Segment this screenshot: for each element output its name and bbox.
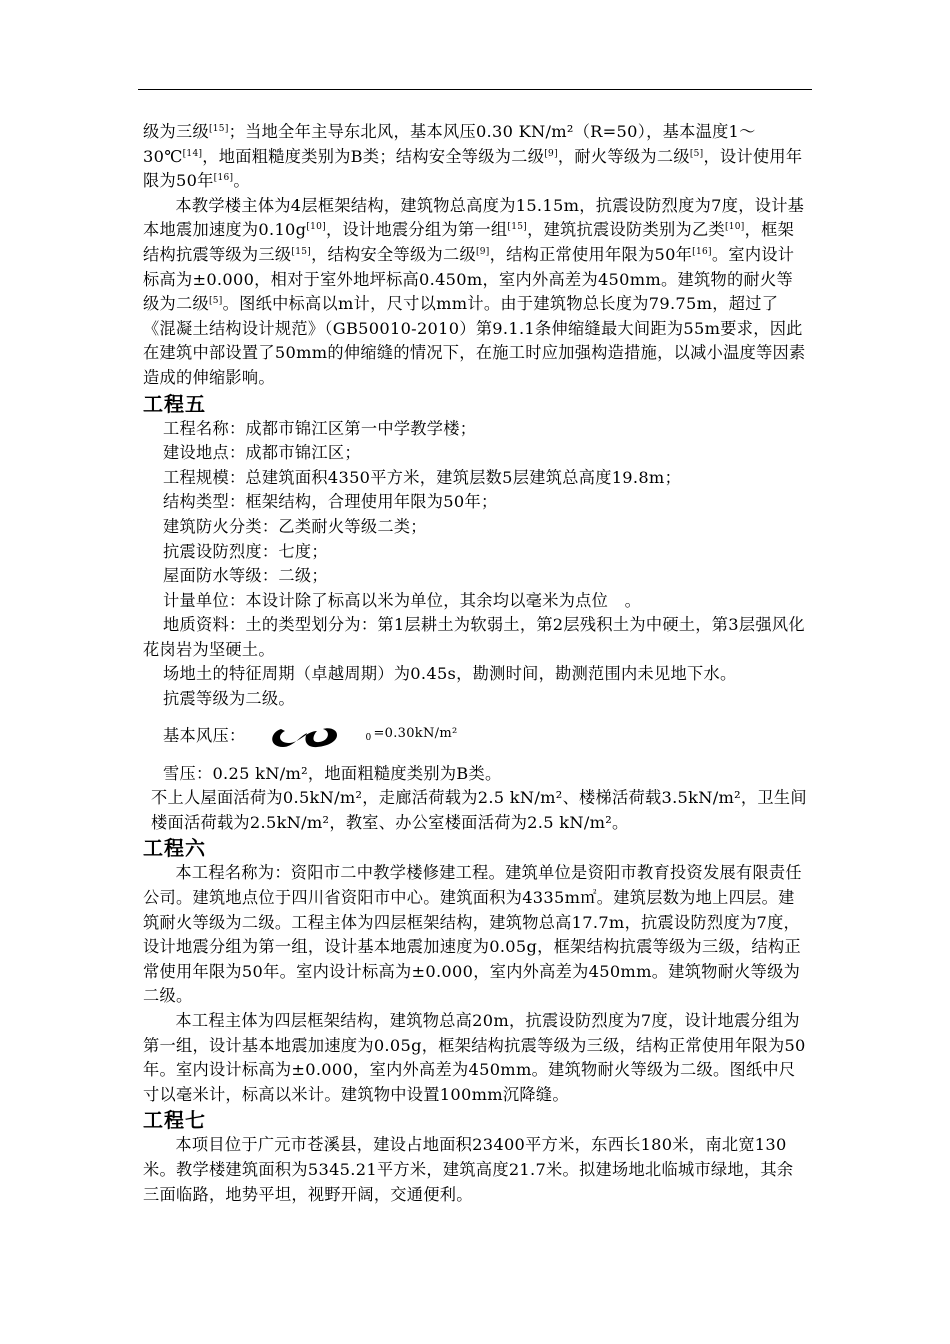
project5-line: 工程名称：成都市锦江区第一中学教学楼； xyxy=(163,418,477,438)
citation-marker: [15] xyxy=(507,222,528,233)
project5-line: 结构类型：框架结构，合理使用年限为50年； xyxy=(163,492,498,512)
citation-marker: [14] xyxy=(182,148,203,159)
project5-geology: 地质资料：土的类型划分为：第1层耕土为软弱土，第2层残积土为中硬土，第3层强风化花岗岩为坚硬土。 xyxy=(143,615,805,659)
project6-paragraph-1: 本工程名称为：资阳市二中教学楼修建工程。建筑单位是资阳市教育投资发展有限责任公司。建筑地点位于四川省资阳市中心。建筑面积为4335m㎡。建筑层数为地上四层。建筑耐火等级为二级。工程主体为四层框架结构，建筑物总高17.7m，抗震设防烈度为7度，设计地震分组为第一组，设计基本地震加速度为0.05g，框架结构抗震等级为三级，结构正常使用年限为50年。室内设计标高为±0.000，室内外高差为450mm。建筑物耐火等级为二级。 xyxy=(143,863,802,1006)
intro-paragraph-2: 本教学楼主体为4层框架结构，建筑物总高度为15.15m，抗震设防烈度为7度，设计基本地震加速度为0.10g[10]，设计地震分组为第一组[15]，建筑抗震设防类别为乙类[10]，框架结构抗震等级为三级[15]，结构安全等级为二级[9]，结构正常使用年限为50年[16]。室内设计标高为±0.000，相对于室外地坪标高0.450m，室内外高差为450mm。建筑物的耐火等级为二级[5]。图纸中标高以m计，尺寸以mm计。由于建筑物总长度为79.75m，超过了《混凝土结构设计规范》（GB50010-2010）第9.1.1条伸缩缝最大间距为55m要求，因此在建筑中部设置了50mm的伸缩缝的情况下，在施工时应加强构造措施，以减小温度等因素造成的伸缩影响。 xyxy=(143,195,806,387)
citation-marker: [15] xyxy=(291,246,312,257)
project5-snow: 雪压：0.25 kN/m²，地面粗糙度类别为B类。 xyxy=(163,763,502,783)
citation-marker: [10] xyxy=(306,222,327,233)
citation-marker: [9] xyxy=(544,148,558,159)
document-body xyxy=(143,120,809,1207)
intro-paragraph-1: 级为三级[15]；当地全年主导东北风，基本风压0.30 KN/m²（R=50），基本温度1～30℃[14]，地面粗糙度类别为B类；结构安全等级为二级[9]，耐火等级为二级[5]，设计使用年限为50年[16]。 xyxy=(143,122,803,191)
project5-seismic-grade: 抗震等级为二级。 xyxy=(163,689,295,709)
wind-pressure-subscript: 0 xyxy=(365,733,372,744)
wind-pressure-row xyxy=(143,712,809,762)
project5-line: 屋面防水等级：二级； xyxy=(163,566,328,586)
section-heading-project5: 工程五 xyxy=(143,391,206,416)
citation-marker: [16] xyxy=(692,246,712,257)
omega-symbol-icon xyxy=(267,723,357,751)
section-heading-project7: 工程七 xyxy=(143,1108,206,1133)
citation-marker: [9] xyxy=(475,246,490,257)
project5-line: 抗震设防烈度：七度； xyxy=(163,541,328,561)
section-heading-project6: 工程六 xyxy=(143,836,206,861)
project5-line: 计量单位：本设计除了标高以米为单位，其余均以毫米为点位 。 xyxy=(163,590,642,610)
header-rule xyxy=(138,89,812,90)
citation-marker: [10] xyxy=(724,222,745,233)
project5-period: 场地土的特征周期（卓越周期）为0.45s，勘测时间，勘测范围内未见地下水。 xyxy=(163,664,737,684)
project5-line: 建设地点：成都市锦江区； xyxy=(163,443,361,463)
citation-marker: [5] xyxy=(689,148,704,159)
project7-paragraph-1: 本项目位于广元市苍溪县，建设占地面积23400平方米，东西长180米，南北宽130米。教学楼建筑面积为5345.21平方米，建筑高度21.7米。拟建场地北临城市绿地，其余三面临路，地势平坦，视野开阔，交通便利。 xyxy=(143,1135,794,1204)
citation-marker: [5] xyxy=(208,296,223,307)
project5-info-list xyxy=(143,417,809,614)
citation-marker: [16] xyxy=(213,173,234,184)
project5-line: 建筑防火分类：乙类耐火等级二类； xyxy=(163,516,427,536)
wind-pressure-number: =0.30kN/m² xyxy=(373,726,458,742)
wind-pressure-value xyxy=(365,722,457,751)
project6-paragraph-2: 本工程主体为四层框架结构，建筑物总高20m，抗震设防烈度为7度，设计地震分组为第一组，设计基本地震加速度为0.05g，框架结构抗震等级为三级，结构正常使用年限为50年。室内设计标高为±0.000，室内外高差为450mm。建筑物耐火等级为二级。图纸中尺寸以毫米计，标高以米计。建筑物中设置100mm沉降缝。 xyxy=(143,1011,806,1104)
citation-marker: [15] xyxy=(208,124,229,134)
project5-loads: 不上人屋面活荷为0.5kN/m²，走廊活荷载为2.5 kN/m²、楼梯活荷载3.5kN/m²，卫生间楼面活荷载为2.5kN/m²，教室、办公室楼面活荷为2.5 kN/m²。 xyxy=(151,788,807,832)
wind-pressure-label: 基本风压： xyxy=(163,726,246,746)
project5-line: 工程规模：总建筑面积4350平方米，建筑层数5层建筑总高度19.8m； xyxy=(163,467,682,487)
